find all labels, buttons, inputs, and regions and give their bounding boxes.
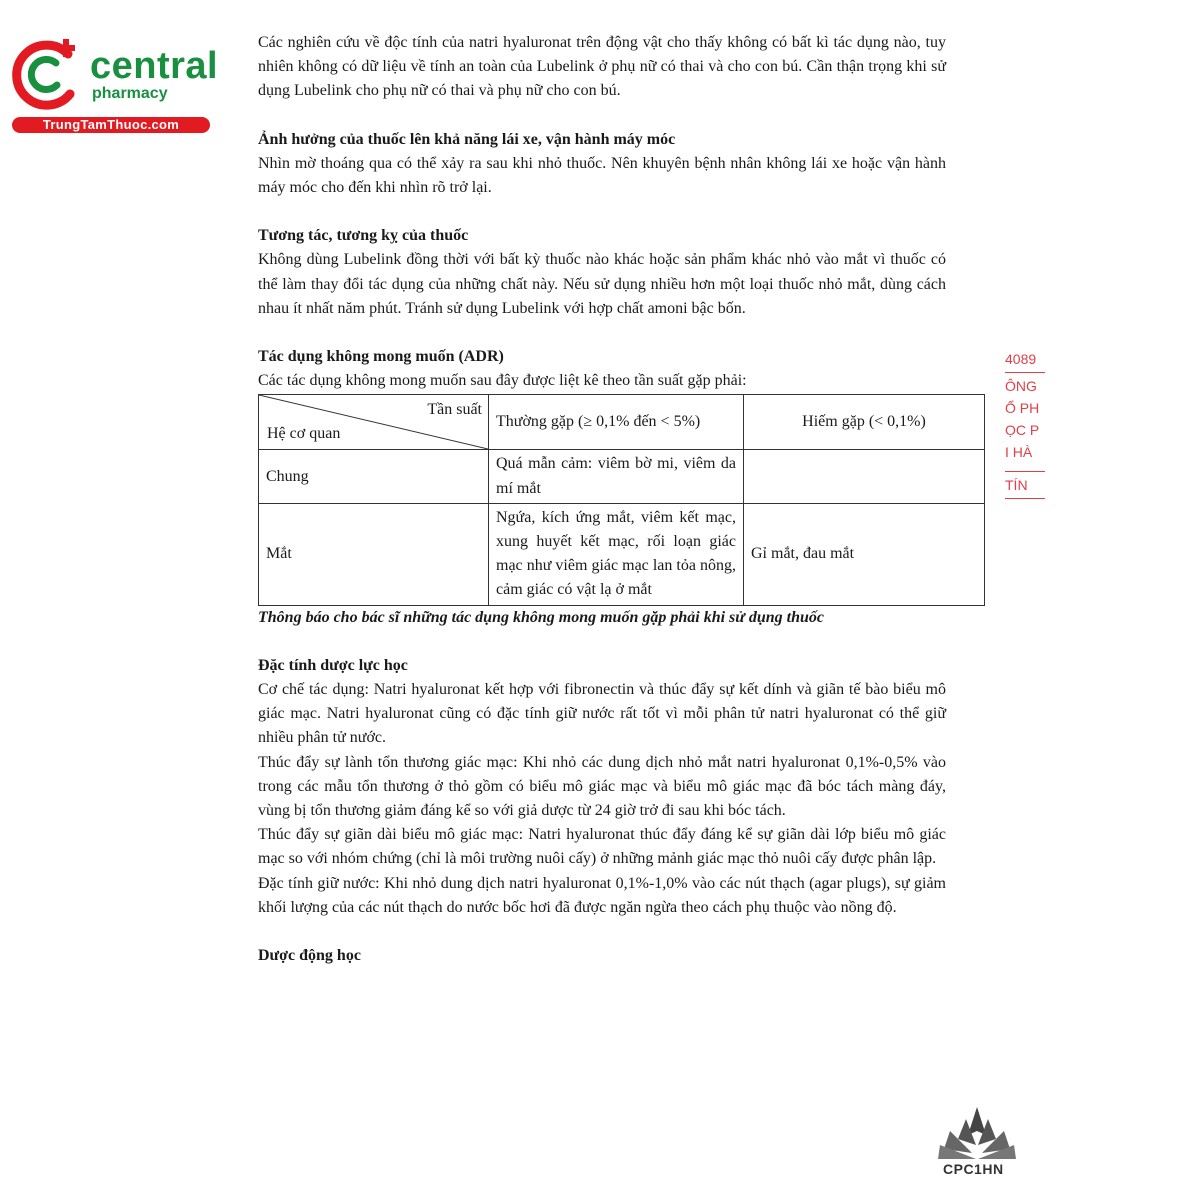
cell-rare	[744, 450, 985, 503]
cpc1hn-logo	[936, 1105, 1018, 1181]
cpc1hn-text: CPC1HN	[943, 1161, 1004, 1177]
paragraph-water-retention: Đặc tính giữ nước: Khi nhỏ dung dịch natri hyaluronat 0,1%-1,0% vào các nút thạch (agar plugs), sự giảm khối lượng của các nút thạch do nước bốc hơi đã được ngăn ngừa theo cách phụ thuộc vào nồng độ.	[258, 874, 946, 916]
logo-brand-text: central	[90, 45, 219, 87]
stamp-line: ÔNG	[1005, 378, 1037, 394]
paragraph-healing: Thúc đẩy sự lành tổn thương giác mạc: Khi nhỏ các dung dịch nhỏ mắt natri hyaluronat 0,1%-0,5% vào trong các mẫu tổn thương ở thỏ gồm có biểu mô giác mạc và biểu mô giác mạc đã bóc tách màng đáy, vùng bị tổn thương giảm đáng kể so với giả dược từ 24 giờ trở đi sau khi bóc tách.	[258, 753, 946, 820]
pharmacy-logo-icon	[10, 36, 86, 112]
paragraph-intro: Các nghiên cứu về độc tính của natri hyaluronat trên động vật cho thấy không có bất kì tác dụng nào, tuy nhiên không có dữ liệu về tính an toàn của Lubelink ở phụ nữ có thai và cho con bú. Cần thận trọng khi sử dụng Lubelink cho phụ nữ có thai và phụ nữ cho con bú.	[258, 34, 946, 100]
header-frequency: Tần suất	[427, 401, 482, 419]
cell-rare: Gỉ mắt, đau mắt	[744, 503, 985, 605]
paragraph-driving: Nhìn mờ thoáng qua có thể xảy ra sau khi nhỏ thuốc. Nên khuyên bệnh nhân không lái xe hoặc vận hành máy móc cho đến khi nhìn rõ trở lại.	[258, 154, 946, 197]
heading-adr: Tác dụng không mong muốn (ADR)	[258, 348, 504, 366]
cell-common: Quá mẫn cảm: viêm bờ mi, viêm da mí mắt	[489, 450, 744, 503]
header-common: Thường gặp (≥ 0,1% đến < 5%)	[489, 395, 744, 450]
table-diagonal-header	[259, 395, 489, 450]
adr-report-note: Thông báo cho bác sĩ những tác dụng không mong muốn gặp phải khi sử dụng thuốc	[258, 608, 824, 626]
table-row	[259, 450, 985, 503]
cell-system: Mắt	[259, 503, 489, 605]
header-rare: Hiếm gặp (< 0,1%)	[744, 395, 985, 450]
document-body	[258, 31, 946, 968]
stamp-line: 4089	[1005, 351, 1037, 367]
heading-interactions: Tương tác, tương kỵ của thuốc	[258, 227, 469, 245]
stamp-line: I HÀ	[1005, 444, 1033, 460]
heading-driving: Ảnh hưởng của thuốc lên khả năng lái xe, vận hành máy móc	[258, 130, 676, 148]
central-pharmacy-logo	[10, 36, 219, 136]
paragraph-interactions: Không dùng Lubelink đồng thời với bất kỳ thuốc nào khác hoặc sản phẩm khác nhỏ vào mắt vì thuốc có thể làm thay đổi tác dụng của những chất này. Nếu sử dụng nhiều hơn một loại thuốc nhỏ mắt, dùng cách nhau ít nhất năm phút. Tránh sử dụng Lubelink với hợp chất amoni bậc bốn.	[258, 251, 946, 317]
table-row	[259, 503, 985, 605]
red-stamp	[1005, 348, 1065, 518]
stamp-line: ỌC P	[1005, 422, 1040, 438]
cell-system: Chung	[259, 450, 489, 503]
paragraph-elongation: Thúc đẩy sự giãn dài biểu mô giác mạc: Natri hyaluronat thúc đẩy đáng kể sự giãn dài lớp biểu mô giác mạc so với nhóm chứng (chỉ là môi trường nuôi cấy) ở những mảnh giác mạc thỏ nuôi cấy được phân lập.	[258, 826, 946, 868]
paragraph-adr-intro: Các tác dụng không mong muốn sau đây được liệt kê theo tần suất gặp phải:	[258, 372, 747, 390]
heading-pharmacodynamics: Đặc tính dược lực học	[258, 656, 408, 674]
adr-table	[258, 394, 985, 605]
header-system: Hệ cơ quan	[267, 425, 341, 443]
logo-site-banner: TrungTamThuoc.com	[12, 117, 210, 133]
logo-sub-text: pharmacy	[92, 85, 168, 102]
cell-common: Ngứa, kích ứng mắt, viêm kết mạc, xung huyết kết mạc, rối loạn giác mạc như viêm giác mạc lan tỏa nông, cảm giác có vật lạ ở mắt	[489, 503, 744, 605]
heading-pharmacokinetics: Dược động học	[258, 947, 361, 965]
stamp-line: Ổ PH	[1005, 400, 1040, 416]
stamp-line: TÍN	[1005, 477, 1028, 493]
paragraph-mechanism: Cơ chế tác dụng: Natri hyaluronat kết hợp với fibronectin và thúc đẩy sự kết dính và giãn tế bào biểu mô giác mạc. Natri hyaluronat cũng có đặc tính giữ nước rất tốt vì mỗi phân tử natri hyaluronat có thể giữ nhiều phân tử nước.	[258, 681, 946, 747]
table-header-row	[259, 395, 985, 450]
lotus-icon	[936, 1105, 1018, 1161]
